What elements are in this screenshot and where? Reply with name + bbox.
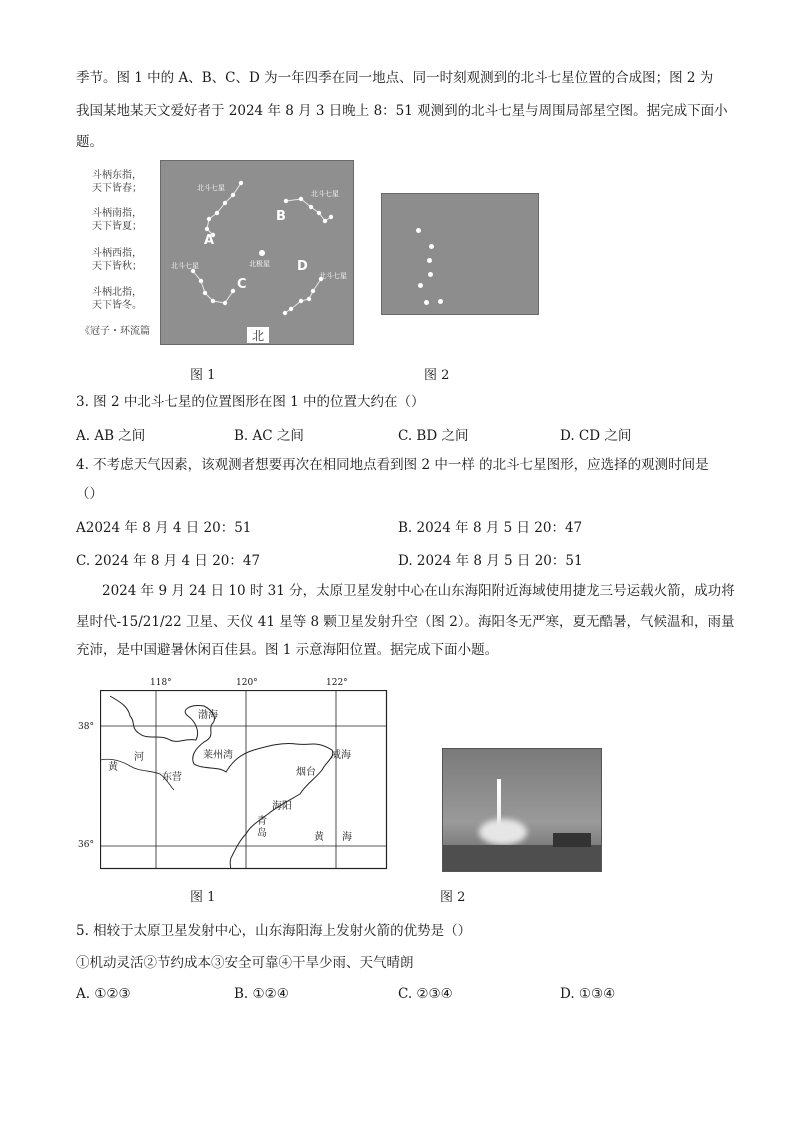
q3-option-c[interactable]: C. BD 之间 (398, 428, 469, 444)
star (416, 228, 421, 233)
north-marker: 北 (247, 327, 269, 343)
quote-line: 斗柄北指， (92, 287, 142, 298)
place-yellow-sea: 黄 (314, 832, 324, 843)
quote-line: 斗柄西指， (92, 248, 142, 259)
quote-line: 天下皆冬。 (92, 300, 142, 311)
star (418, 283, 423, 288)
question-3-stem: 3. 图 2 中北斗七星的位置图形在图 1 中的位置大约在（） (76, 394, 425, 410)
place-yellow-sea: 海 (342, 832, 352, 843)
q3-option-d[interactable]: D. CD 之间 (560, 428, 632, 444)
q5-option-c[interactable]: C. ②③④ (398, 986, 453, 1002)
label-c: C (237, 277, 247, 292)
lat-label: 38° (78, 722, 94, 732)
star (424, 300, 429, 305)
intro-line-3: 题。 (76, 134, 103, 150)
launch-photo-caption: 图 2 (440, 890, 466, 905)
launch-smoke (479, 819, 527, 845)
place-yellow-river: 黄 (108, 762, 118, 773)
place-qingdao: 青 (257, 816, 267, 827)
place-bohai: 渤海 (198, 710, 218, 721)
sea-surface (443, 845, 601, 871)
passage-2-line-3: 充沛，是中国避暑休闲百佳县。图 1 示意海阳位置。据完成下面小题。 (76, 642, 499, 658)
label-a: A (204, 233, 215, 248)
question-4-stem-cont: （） (76, 486, 103, 502)
label-big-dipper: 北斗七星 (311, 190, 339, 198)
label-b: B (276, 209, 286, 224)
quote-line: 斗柄东指， (92, 170, 142, 181)
place-yantai: 烟台 (296, 767, 316, 778)
lon-label: 118° (150, 678, 172, 688)
place-qingdao: 岛 (257, 828, 267, 839)
quote-line: 天下皆夏； (92, 221, 142, 232)
place-dongying: 东营 (162, 772, 182, 783)
q4-option-a[interactable]: A2024 年 8 月 4 日 20：51 (76, 520, 252, 536)
label-polaris: 北极星 (249, 260, 270, 268)
ship (553, 833, 591, 847)
lon-label: 122° (326, 678, 348, 688)
q5-option-d[interactable]: D. ①③④ (560, 986, 616, 1002)
q5-option-b[interactable]: B. ①②④ (234, 986, 289, 1002)
q4-option-d[interactable]: D. 2024 年 8 月 5 日 20：51 (398, 553, 583, 569)
passage-2-line-2: 星时代-15/21/22 卫星、天仪 41 星等 8 颗卫星发射升空（图 2）。海阳冬无严寒，夏无酷暑，气候温和，雨量 (76, 614, 735, 630)
map-drawing (100, 690, 390, 870)
q5-option-a[interactable]: A. ①②③ (76, 986, 131, 1002)
star (429, 244, 434, 249)
place-haiyang: 海阳 (272, 801, 292, 812)
map-caption: 图 1 (190, 890, 216, 905)
star-photo-panel (381, 193, 539, 315)
question-5-items: ①机动灵活②节约成本③安全可靠④干旱少雨、天气晴朗 (76, 955, 414, 971)
q4-option-b[interactable]: B. 2024 年 8 月 5 日 20：47 (398, 520, 583, 536)
label-big-dipper: 北斗七星 (171, 262, 199, 270)
quote-line: 天下皆春； (92, 183, 142, 194)
label-big-dipper: 北斗七星 (197, 184, 225, 192)
figure-2-caption: 图 2 (424, 368, 450, 383)
lat-label: 36° (78, 840, 94, 850)
intro-line-2: 我国某地某天文爱好者于 2024 年 8 月 3 日晚上 8：51 观测到的北斗七星与周围局部星空图。据完成下面小 (76, 103, 728, 119)
q3-option-a[interactable]: A. AB 之间 (76, 428, 146, 444)
star-chart-panel (160, 160, 354, 345)
star (428, 272, 433, 277)
launch-photo-panel (442, 748, 602, 872)
star (438, 299, 443, 304)
question-4-stem: 4. 不考虑天气因素，该观测者想要再次在相同地点看到图 2 中一样 的北斗七星图形，应选择的观测时间是 (76, 457, 709, 473)
quote-line: 天下皆秋； (92, 261, 142, 272)
passage-2-line-1: 2024 年 9 月 24 日 10 时 31 分，太原卫星发射中心在山东海阳附近海域使用捷龙三号运载火箭，成功将 (102, 583, 735, 599)
figure-1-caption: 图 1 (190, 368, 216, 383)
q4-option-c[interactable]: C. 2024 年 8 月 4 日 20：47 (76, 553, 261, 569)
place-yellow-river: 河 (134, 752, 144, 763)
lon-label: 120° (236, 678, 258, 688)
quote-source: 《冠子・环流篇 (80, 326, 150, 337)
question-5-stem: 5. 相较于太原卫星发射中心，山东海阳海上发射火箭的优势是（） (76, 923, 472, 939)
label-d: D (297, 259, 308, 274)
quote-line: 斗柄南指， (92, 208, 142, 219)
star (427, 258, 432, 263)
place-weihai: 威海 (331, 750, 351, 761)
place-laizhou-bay: 莱州湾 (203, 750, 233, 761)
intro-line-1: 季节。图 1 中的 A、B、C、D 为一年四季在同一地点、同一时刻观测到的北斗七星位置的合成图；图 2 为 (76, 70, 714, 86)
q3-option-b[interactable]: B. AC 之间 (234, 428, 304, 444)
label-big-dipper: 北斗七星 (319, 272, 347, 280)
